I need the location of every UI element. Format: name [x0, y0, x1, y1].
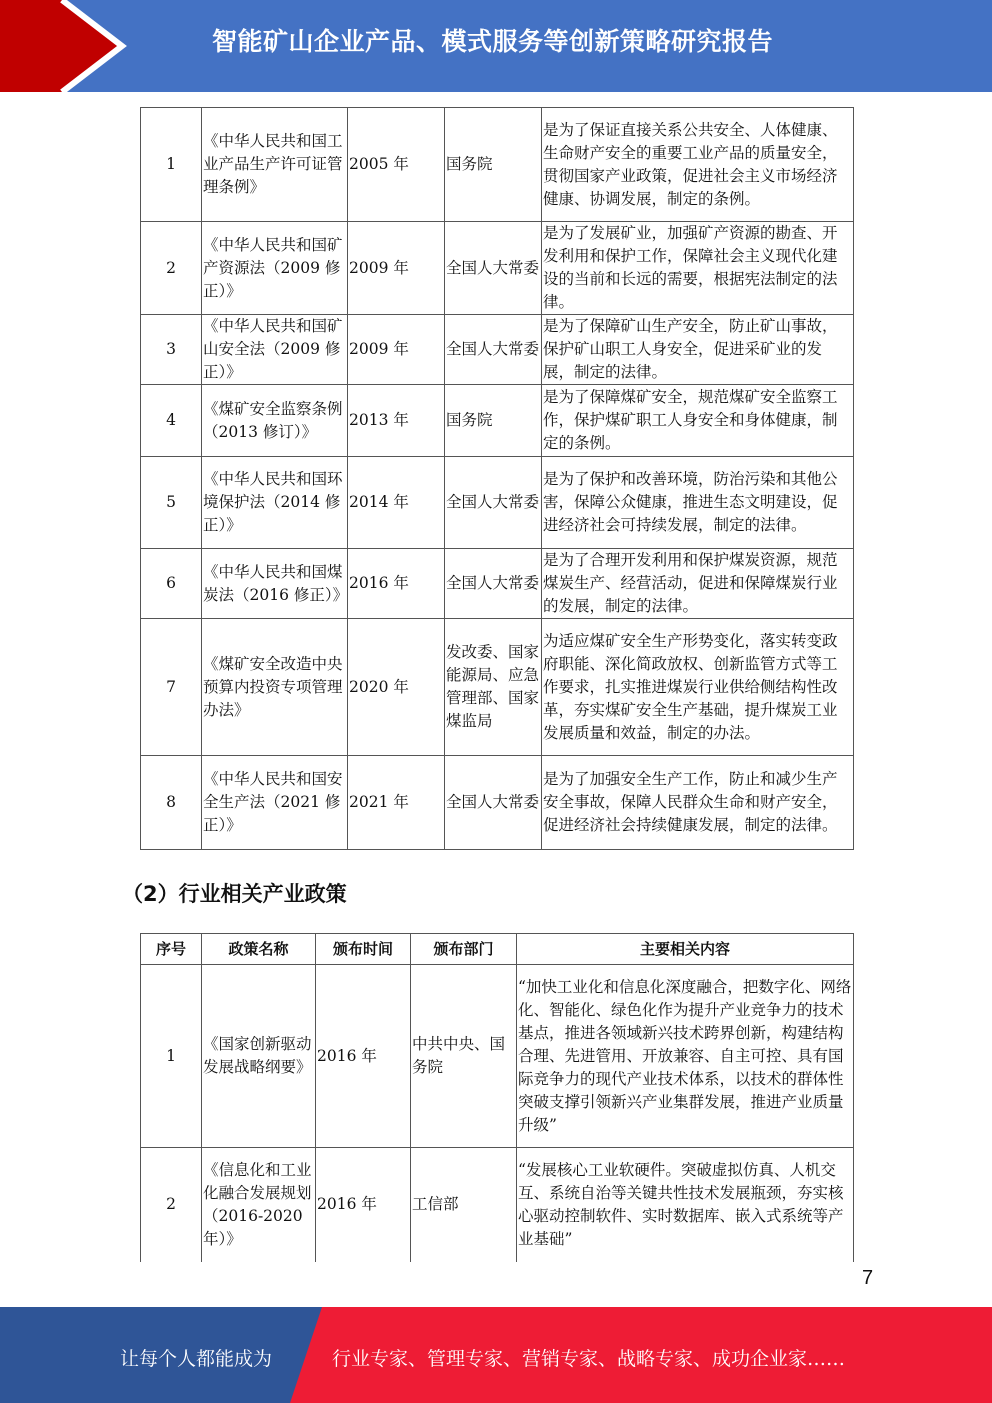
main-content: 是为了合理开发利用和保护煤炭资源，规范煤炭生产、经营活动，促进和保障煤炭行业的发展，制定的法律。 [542, 549, 854, 619]
page-number: 7 [862, 1267, 874, 1289]
industry-policy-table [140, 933, 854, 1262]
issue-date: 2016 年 [316, 1148, 411, 1262]
main-content: 是为了保护和改善环境，防治污染和其他公害，保障公众健康，推进生态文明建设，促进经济社会可持续发展，制定的法律。 [542, 457, 854, 549]
issue-date: 2016 年 [348, 549, 445, 619]
issue-date: 2016 年 [316, 965, 411, 1148]
issuing-department: 全国人大常委 [445, 457, 542, 549]
table-row [141, 385, 854, 457]
main-content: 是为了加强安全生产工作，防止和减少生产安全事故，保障人民群众生命和财产安全，促进经济社会持续健康发展，制定的法律。 [542, 756, 854, 850]
row-number: 6 [141, 549, 202, 619]
issue-date: 2005 年 [348, 108, 445, 222]
policy-name: 《煤矿安全改造中央预算内投资专项管理办法》 [202, 619, 348, 756]
policy-name: 《中华人民共和国矿产资源法（2009 修正）》 [202, 222, 348, 315]
page-header [0, 0, 992, 92]
issuing-department: 全国人大常委 [445, 315, 542, 385]
issue-date: 2009 年 [348, 222, 445, 315]
header-date: 颁布时间 [316, 934, 411, 965]
main-content: “加快工业化和信息化深度融合，把数字化、网络化、智能化、绿色化作为提升产业竞争力的技术基点，推进各领域新兴技术跨界创新，构建结构合理、先进管用、开放兼容、自主可控、具有国际竞争力的现代产业技术体系，以技术的群体性突破支撑引领新兴产业集群发展，推进产业质量升级” [517, 965, 854, 1148]
policy-name: 《中华人民共和国矿山安全法（2009 修正）》 [202, 315, 348, 385]
policy-name: 《国家创新驱动发展战略纲要》 [202, 965, 316, 1148]
issuing-department: 全国人大常委 [445, 756, 542, 850]
report-title: 智能矿山企业产品、模式服务等创新策略研究报告 [212, 27, 774, 56]
row-number: 3 [141, 315, 202, 385]
main-content: “发展核心工业软硬件。突破虚拟仿真、人机交互、系统自治等关键共性技术发展瓶颈，夯实核心驱动控制软件、实时数据库、嵌入式系统等产业基础” [517, 1148, 854, 1262]
issuing-department: 国务院 [445, 108, 542, 222]
header-dept: 颁布部门 [411, 934, 517, 965]
section-title: （2）行业相关产业政策 [122, 882, 347, 906]
table-row [141, 222, 854, 315]
issue-date: 2014 年 [348, 457, 445, 549]
policy-name: 《信息化和工业化融合发展规划（2016-2020 年）》 [202, 1148, 316, 1262]
table-row [141, 457, 854, 549]
table-row [141, 965, 854, 1148]
issuing-department: 工信部 [411, 1148, 517, 1262]
issuing-department: 发改委、国家能源局、应急管理部、国家煤监局 [445, 619, 542, 756]
main-content: 是为了保障矿山生产安全，防止矿山事故，保护矿山职工人身安全，促进采矿业的发展，制定的法律。 [542, 315, 854, 385]
issuing-department: 国务院 [445, 385, 542, 457]
main-content: 为适应煤矿安全生产形势变化，落实转变政府职能、深化简政放权、创新监管方式等工作要求，扎实推进煤炭行业供给侧结构性改革，夯实煤矿安全生产基础，提升煤炭工业发展质量和效益，制定的办法。 [542, 619, 854, 756]
header-no: 序号 [141, 934, 202, 965]
issue-date: 2013 年 [348, 385, 445, 457]
policy-name: 《中华人民共和国安全生产法（2021 修正）》 [202, 756, 348, 850]
policy-name: 《中华人民共和国煤炭法（2016 修正）》 [202, 549, 348, 619]
policy-name: 《中华人民共和国环境保护法（2014 修正）》 [202, 457, 348, 549]
row-number: 1 [141, 965, 202, 1148]
table-row [141, 619, 854, 756]
row-number: 1 [141, 108, 202, 222]
issue-date: 2009 年 [348, 315, 445, 385]
table-row [141, 315, 854, 385]
footer-slogan-right: 行业专家、管理专家、营销专家、战略专家、成功企业家…… [332, 1348, 846, 1370]
issuing-department: 全国人大常委 [445, 549, 542, 619]
issuing-department: 全国人大常委 [445, 222, 542, 315]
policy-name: 《中华人民共和国工业产品生产许可证管理条例》 [202, 108, 348, 222]
row-number: 2 [141, 222, 202, 315]
table-row [141, 549, 854, 619]
policy-name: 《煤矿安全监察条例（2013 修订）》 [202, 385, 348, 457]
row-number: 8 [141, 756, 202, 850]
table-row [141, 756, 854, 850]
table-header-row [141, 934, 854, 965]
row-number: 5 [141, 457, 202, 549]
row-number: 7 [141, 619, 202, 756]
issuing-department: 中共中央、国务院 [411, 965, 517, 1148]
header-content: 主要相关内容 [517, 934, 854, 965]
main-content: 是为了保证直接关系公共安全、人体健康、生命财产安全的重要工业产品的质量安全，贯彻国家产业政策，促进社会主义市场经济健康、协调发展，制定的条例。 [542, 108, 854, 222]
row-number: 4 [141, 385, 202, 457]
issue-date: 2021 年 [348, 756, 445, 850]
table-row [141, 1148, 854, 1262]
main-content: 是为了保障煤矿安全，规范煤矿安全监察工作，保护煤矿职工人身安全和身体健康，制定的条例。 [542, 385, 854, 457]
header-name: 政策名称 [202, 934, 316, 965]
main-content: 是为了发展矿业，加强矿产资源的勘查、开发利用和保护工作，保障社会主义现代化建设的当前和长远的需要，根据宪法制定的法律。 [542, 222, 854, 315]
issue-date: 2020 年 [348, 619, 445, 756]
laws-table [140, 107, 854, 850]
footer-slogan-left: 让每个人都能成为 [120, 1348, 273, 1370]
row-number: 2 [141, 1148, 202, 1262]
table-row [141, 108, 854, 222]
